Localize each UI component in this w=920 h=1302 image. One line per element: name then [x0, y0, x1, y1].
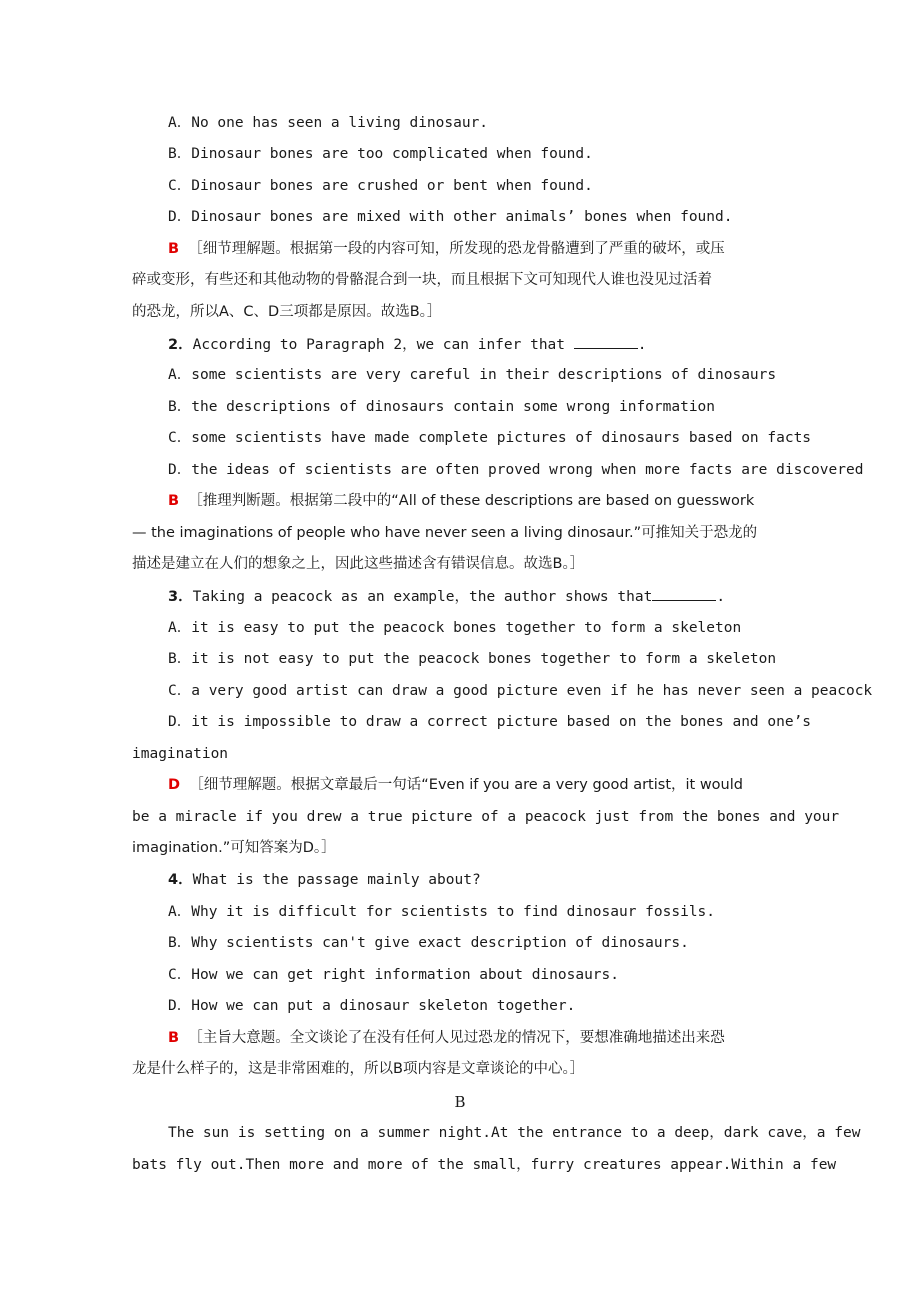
q1-option-b: B．Dinosaur bones are too complicated when found.: [168, 146, 593, 162]
q2-number: 2．: [168, 337, 193, 353]
q4-option-a: A．Why it is difficult for scientists to find dinosaur fossils.: [168, 904, 716, 920]
q1-explanation-line-2: 碎或变形，有些还和其他动物的骨骼混合到一块，而且根据下文可知现代人谁也没见过活着: [132, 272, 712, 288]
q1-answer: B: [168, 241, 180, 257]
q1-option-d: D．Dinosaur bones are mixed with other animals’ bones when found.: [168, 209, 733, 225]
q2-option-c: C．some scientists have made complete pictures of dinosaurs based on facts: [168, 430, 812, 446]
q3-number: 3．: [168, 589, 193, 605]
q3-option-d-continued: imagination: [132, 746, 229, 762]
q3-stem: [168, 586, 725, 607]
q4-option-c: C．How we can get right information about dinosaurs.: [168, 967, 619, 983]
q1-option-a: A．No one has seen a living dinosaur.: [168, 115, 489, 131]
q2-answer: B: [168, 493, 180, 509]
q2-blank: [574, 334, 638, 349]
section-heading: B: [454, 1093, 466, 1111]
q1-explanation-line-1: [168, 239, 725, 259]
passage-line-1: The sun is setting on a summer night.At the entrance to a deep，dark cave，a few: [168, 1125, 861, 1141]
q1-explanation-text-1: ［细节理解题。根据第一段的内容可知，所发现的恐龙骨骼遭到了严重的破坏，或压: [188, 241, 725, 257]
passage-line-2: bats fly out.Then more and more of the small，furry creatures appear.Within a few: [132, 1157, 837, 1173]
q4-explanation-line-2: 龙是什么样子的，这是非常困难的，所以B项内容是文章谈论的中心。］: [132, 1061, 585, 1077]
q4-option-b: B．Why scientists can't give exact description of dinosaurs.: [168, 935, 689, 951]
q2-explanation-text-1: ［推理判断题。根据第二段中的“All of these descriptions are based on guesswork: [188, 493, 755, 509]
q1-option-c: C．Dinosaur bones are crushed or bent when found.: [168, 178, 593, 194]
q2-stem-text: According to Paragraph 2，we can infer that: [192, 337, 574, 353]
q4-stem-text: What is the passage mainly about?: [192, 872, 481, 888]
q4-explanation-text-1: ［主旨大意题。全文谈论了在没有任何人见过恐龙的情况下，要想准确地描述出来恐: [188, 1030, 725, 1046]
q4-explanation-line-1: [168, 1028, 725, 1048]
q3-answer: D: [168, 777, 181, 793]
q4-number: 4．: [168, 872, 193, 888]
q3-blank: [652, 586, 716, 601]
q3-stem-end: .: [716, 589, 726, 605]
q2-option-b: B．the descriptions of dinosaurs contain some wrong information: [168, 399, 716, 415]
q3-option-c: C．a very good artist can draw a good picture even if he has never seen a peacock: [168, 683, 873, 699]
q3-explanation-line-3: imagination.”可知答案为D。］: [132, 840, 336, 856]
q4-answer: B: [168, 1030, 180, 1046]
q2-explanation-line-2: — the imaginations of people who have never seen a living dinosaur.”可推知关于恐龙的: [132, 525, 758, 541]
q4-option-d: D．How we can put a dinosaur skeleton together.: [168, 998, 576, 1014]
q2-explanation-line-1: [168, 491, 754, 511]
q3-explanation-text-1: ［细节理解题。根据文章最后一句话“Even if you are a very good artist，it would: [189, 777, 743, 793]
q2-option-d: D．the ideas of scientists are often proved wrong when more facts are discovered: [168, 462, 864, 478]
q3-explanation-line-1: [168, 775, 743, 795]
q2-option-a: A．some scientists are very careful in their descriptions of dinosaurs: [168, 367, 777, 383]
q3-explanation-line-2: be a miracle if you drew a true picture of a peacock just from the bones and your: [132, 809, 840, 825]
q4-stem: [168, 870, 481, 890]
q3-option-d: D．it is impossible to draw a correct picture based on the bones and one’s: [168, 714, 812, 730]
q2-stem: [168, 334, 646, 355]
q1-explanation-line-3: 的恐龙，所以A、C、D三项都是原因。故选B。］: [132, 304, 442, 320]
q2-stem-end: .: [637, 337, 647, 353]
q3-option-b: B．it is not easy to put the peacock bones together to form a skeleton: [168, 651, 777, 667]
q3-stem-text: Taking a peacock as an example，the author shows that: [192, 589, 653, 605]
q3-option-a: A．it is easy to put the peacock bones together to form a skeleton: [168, 620, 742, 636]
q2-explanation-line-3: 描述是建立在人们的想象之上，因此这些描述含有错误信息。故选B。］: [132, 556, 585, 572]
